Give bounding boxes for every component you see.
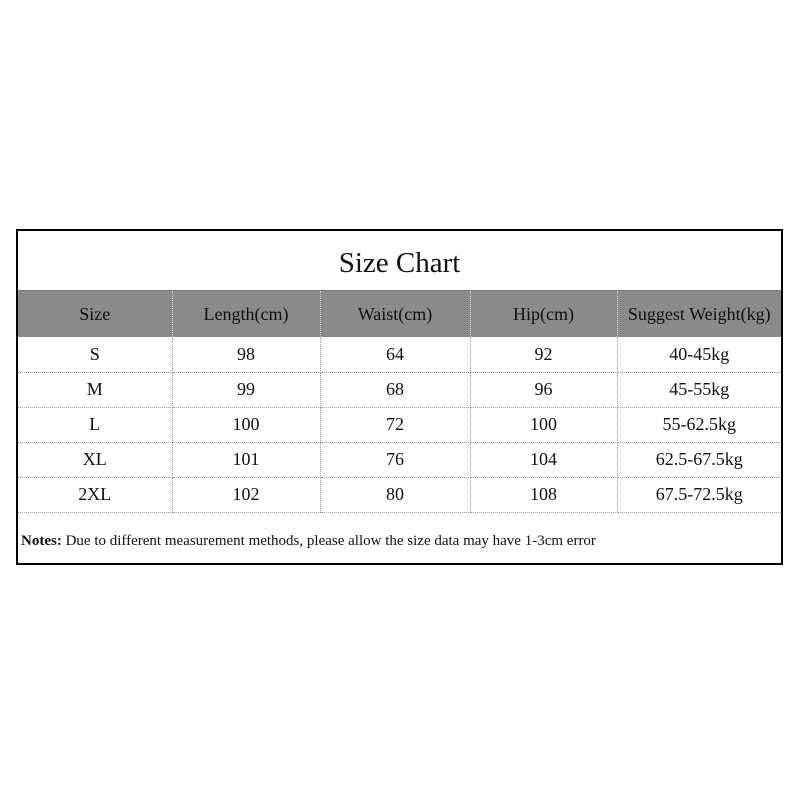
weight-cell: 40-45kg — [617, 337, 781, 372]
size-table — [18, 291, 781, 513]
notes-label: Notes: — [21, 533, 62, 549]
length-cell: 101 — [172, 442, 320, 477]
size-cell: L — [18, 407, 172, 442]
length-cell: 99 — [172, 372, 320, 407]
column-header-weight: Suggest Weight(kg) — [617, 291, 781, 337]
hip-cell: 92 — [470, 337, 617, 372]
size-chart — [16, 229, 783, 565]
weight-cell: 67.5-72.5kg — [617, 477, 781, 512]
column-header-hip: Hip(cm) — [470, 291, 617, 337]
length-cell: 102 — [172, 477, 320, 512]
weight-cell: 62.5-67.5kg — [617, 442, 781, 477]
waist-cell: 64 — [320, 337, 470, 372]
waist-cell: 80 — [320, 477, 470, 512]
waist-cell: 76 — [320, 442, 470, 477]
table-header-row — [18, 291, 781, 337]
length-cell: 100 — [172, 407, 320, 442]
column-header-length: Length(cm) — [172, 291, 320, 337]
notes-text: Due to different measurement methods, please allow the size data may have 1-3cm error — [61, 533, 596, 549]
table-row — [18, 442, 781, 477]
column-header-size: Size — [18, 291, 172, 337]
weight-cell: 55-62.5kg — [617, 407, 781, 442]
table-row — [18, 407, 781, 442]
size-cell: S — [18, 337, 172, 372]
hip-cell: 108 — [470, 477, 617, 512]
table-row — [18, 337, 781, 372]
size-cell: M — [18, 372, 172, 407]
waist-cell: 68 — [320, 372, 470, 407]
length-cell: 98 — [172, 337, 320, 372]
hip-cell: 100 — [470, 407, 617, 442]
weight-cell: 45-55kg — [617, 372, 781, 407]
size-cell: XL — [18, 442, 172, 477]
column-header-waist: Waist(cm) — [320, 291, 470, 337]
chart-title: Size Chart — [18, 231, 781, 291]
table-row — [18, 372, 781, 407]
table-row — [18, 477, 781, 512]
notes — [21, 533, 596, 550]
hip-cell: 104 — [470, 442, 617, 477]
size-cell: 2XL — [18, 477, 172, 512]
hip-cell: 96 — [470, 372, 617, 407]
waist-cell: 72 — [320, 407, 470, 442]
